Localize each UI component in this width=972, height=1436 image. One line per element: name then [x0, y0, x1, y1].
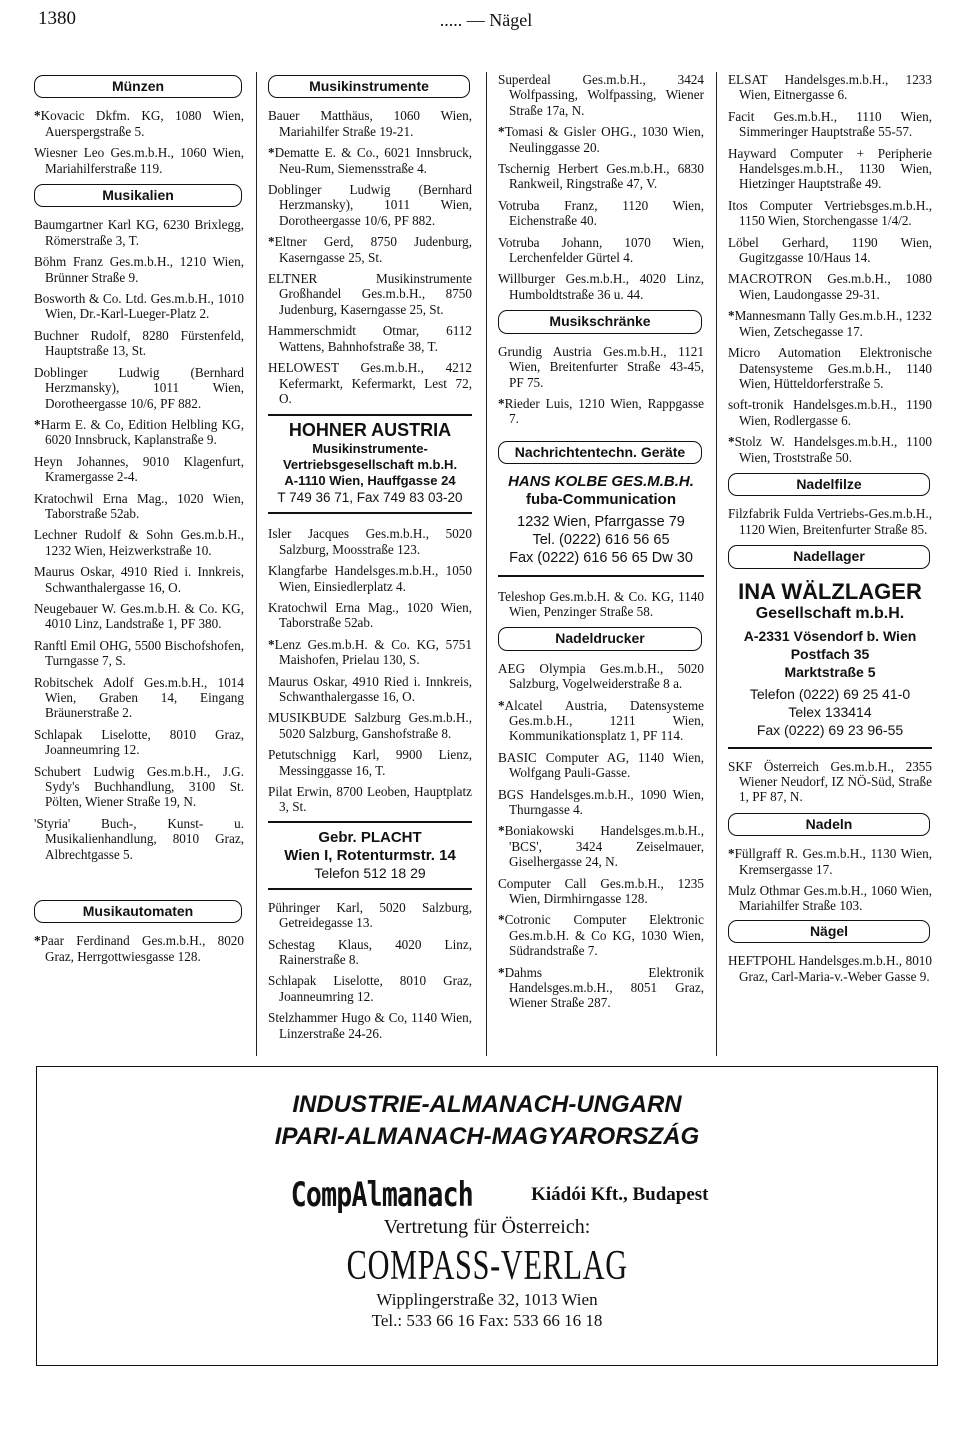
entry-list [498, 344, 704, 427]
entry-text: Petutschnigg Karl, 9900 Lienz, Messinggasse 16, T. [268, 747, 472, 778]
entry-list [728, 506, 932, 537]
entry-text: Dematte E. & Co., 6021 Innsbruck, Neu-Rum, Siemensstraße 4. [274, 145, 472, 176]
entry-text: Bosworth & Co. Ltd. Ges.m.b.H., 1010 Wien, Dr.-Karl-Lueger-Platz 2. [34, 291, 244, 322]
directory-entry [728, 146, 932, 192]
directory-entry [498, 271, 704, 302]
directory-entry [498, 912, 704, 958]
entry-text: Schubert Ludwig Ges.m.b.H., J.G. Sydy's Buchhandlung, 3100 St. Pölten, Wiener Straße 19, N. [34, 763, 244, 810]
entry-text: Eltner Gerd, 8750 Judenburg, Kaserngasse 25, St. [274, 234, 472, 265]
entry-list [728, 953, 932, 984]
entry-text: Schlapak Liselotte, 8010 Graz, Joanneumring 12. [34, 726, 244, 758]
entry-text: Doblinger Ludwig (Bernhard Herzmansky), 1011 Wien, Dorotheergasse 10/6, PF 882. [268, 182, 472, 228]
entry-text: ELTNER Musikinstrumente Großhandel Ges.m.b.H., 8750 Judenburg, Kaserngasse 25, St. [268, 271, 472, 317]
directory-entry [34, 727, 244, 758]
placht-advert [268, 821, 472, 890]
advert-logo-row [37, 1175, 937, 1215]
entry-text: AEG Olympia Ges.m.b.H., 5020 Salzburg, Vogelweiderstraße 8 a. [498, 660, 704, 692]
entry-text: Facit Ges.m.b.H., 1110 Wien, Simmeringer Hauptstraße 55-57. [728, 108, 932, 140]
directory-entry [728, 198, 932, 229]
directory-entry [268, 674, 472, 705]
directory-entry [34, 328, 244, 359]
entry-text: BASIC Computer AG, 1140 Wien, Wolfgang Pauli-Gasse. [498, 749, 704, 781]
entry-text: Computer Call Ges.m.b.H., 1235 Wien, Dirmhirngasse 128. [498, 875, 704, 907]
entry-text: ELSAT Handelsges.m.b.H., 1233 Wien, Eitnergasse 6. [728, 72, 932, 103]
ad-line: Gesellschaft m.b.H. [755, 604, 905, 622]
directory-entry [728, 397, 932, 428]
directory-entry [728, 235, 932, 266]
ad-company-name: INA WÄLZLAGER [738, 578, 922, 604]
entry-text: soft-tronik Handelsges.m.b.H., 1190 Wien, Rodlergasse 6. [728, 397, 932, 428]
directory-entry [268, 600, 472, 631]
entry-text: Wiesner Leo Ges.m.b.H., 1060 Wien, Mariahilferstraße 119. [34, 145, 244, 176]
compass-verlag-logo: COMPASS-VERLAG [346, 1243, 628, 1289]
directory-entry [498, 787, 704, 818]
entry-text: Micro Automation Elektronische Datensysteme Ges.m.b.H., 1140 Wien, Hütteldorferstraße 5. [728, 345, 932, 391]
advert-heading-1: INDUSTRIE-ALMANACH-UNGARN [292, 1091, 682, 1118]
entry-list [34, 933, 244, 964]
entry-marker: * [268, 234, 275, 250]
directory-entry [728, 345, 932, 391]
entry-list [34, 108, 244, 176]
ad-company-name: HOHNER AUSTRIA [288, 420, 452, 441]
entry-text: Dahms Elektronik Handelsges.m.b.H., 8051 Graz, Wiener Straße 287. [504, 964, 704, 1011]
ad-fax: Fax (0222) 69 23 96-55 [756, 721, 904, 738]
entry-text: Itos Computer Vertriebsges.m.b.H., 1150 Wien, Storchengasse 1/4/2. [728, 197, 932, 229]
entry-list [498, 589, 704, 620]
directory-entry [268, 784, 472, 815]
directory-entry [268, 937, 472, 968]
entry-text: Doblinger Ludwig (Bernhard Herzmansky), 1011 Wien, Dorotheergasse 10/6, PF 882. [34, 364, 244, 411]
entry-text: Grundig Austria Ges.m.b.H., 1121 Wien, Breitenfurter Straße 43-45, PF 75. [498, 343, 704, 390]
entry-list [268, 900, 472, 1041]
directory-entry [34, 365, 244, 411]
directory-entry [268, 526, 472, 557]
directory-entry [34, 217, 244, 248]
section-heading-nadeln: Nadeln [728, 813, 930, 836]
directory-entry [498, 698, 704, 744]
ina-advert [728, 579, 932, 749]
page-header [0, 8, 972, 38]
ad-company-name: Gebr. PLACHT [318, 828, 422, 846]
entry-text: HELOWEST Ges.m.b.H., 4212 Kefermarkt, Kefermarkt, Lest 72, O. [268, 360, 472, 406]
entry-text: MUSIKBUDE Salzburg Ges.m.b.H., 5020 Salzburg, Ganshofstraße 8. [268, 710, 472, 741]
directory-entry [268, 710, 472, 741]
column-4 [728, 72, 932, 990]
entry-text: Alcatel Austria, Datensysteme Ges.m.b.H., 1211 Wien, Kommunikationsplatz 1, PF 114. [504, 697, 704, 744]
section-heading-nachrichtentechn-geraete: Nachrichtentechn. Geräte [498, 441, 702, 464]
section-heading-musikinstrumente: Musikinstrumente [268, 75, 470, 98]
entry-text: Klangfarbe Handelsges.m.b.H., 1050 Wien, Einsiedlerplatz 4. [268, 563, 472, 594]
section-heading-musikautomaten: Musikautomaten [34, 900, 242, 923]
entry-list [268, 526, 472, 815]
ad-line: Musikinstrumente-Vertriebsgesellschaft m.b.H. [282, 441, 458, 473]
directory-entry [498, 344, 704, 390]
running-title: ..... — Nägel [439, 10, 533, 30]
entry-text: Paar Ferdinand Ges.m.b.H., 8020 Graz, Herrgottwiesgasse 128. [40, 933, 244, 964]
directory-entry [498, 235, 704, 266]
entry-text: Teleshop Ges.m.b.H. & Co. KG, 1140 Wien, Penzinger Straße 58. [498, 588, 704, 619]
entry-marker: * [498, 395, 505, 411]
directory-entry [728, 271, 932, 302]
entry-list [498, 72, 704, 302]
entry-list [268, 108, 472, 406]
ad-address: Wien I, Rotenturmstr. 14 [284, 846, 456, 864]
entry-marker: * [34, 108, 41, 124]
directory-entry [34, 254, 244, 285]
directory-entry [728, 883, 932, 914]
ad-address: A-1110 Wien, Hauffgasse 24 [284, 473, 456, 489]
directory-entry [728, 434, 932, 465]
directory-entry [34, 491, 244, 522]
directory-entry [268, 323, 472, 354]
compass-advert [36, 1066, 938, 1366]
ad-line: fuba-Communication [526, 490, 676, 508]
ad-postbox: Postfach 35 [790, 645, 870, 662]
entry-text: Robitschek Adolf Ges.m.b.H., 1014 Wien, Graben 14, Eingang Bräunerstraße 2. [34, 674, 244, 721]
entry-list [728, 72, 932, 465]
entry-text: MACROTRON Ges.m.b.H., 1080 Wien, Laudongasse 29-31. [728, 271, 932, 302]
ad-telex: Telex 133414 [788, 703, 872, 720]
entry-text: Pühringer Karl, 5020 Salzburg, Getreidegasse 13. [268, 899, 472, 931]
entry-marker: * [498, 964, 505, 980]
directory-entry [498, 661, 704, 692]
entry-marker: * [498, 912, 505, 928]
entry-text: Tschernig Herbert Ges.m.b.H., 6830 Rankweil, Ringstraße 47, V. [498, 161, 704, 192]
directory-entry [34, 417, 244, 448]
entry-text: 'Styria' Buch-, Kunst- u. Musikalienhandlung, 8010 Graz, Albrechtgasse 5. [34, 815, 244, 862]
directory-entry [498, 198, 704, 229]
directory-entry [34, 601, 244, 632]
entry-marker: * [728, 846, 735, 862]
column-1 [34, 72, 244, 970]
section-heading-musikalien: Musikalien [34, 184, 242, 207]
ad-address: A-2331 Vösendorf b. Wien [743, 627, 917, 644]
entry-marker: * [498, 697, 505, 713]
section-heading-musikschraenke: Musikschränke [498, 310, 702, 333]
ad-phone: Tel. (0222) 616 56 65 [532, 531, 670, 548]
directory-entry [268, 108, 472, 139]
directory-entry [498, 589, 704, 620]
directory-entry [34, 527, 244, 558]
entry-text: Hayward Computer + Peripherie Handelsges.m.b.H., 1130 Wien, Hietzinger Hauptstraße 49. [728, 145, 932, 192]
entry-text: Pilat Erwin, 8700 Leoben, Hauptplatz 3, St. [268, 784, 472, 815]
directory-entry [34, 638, 244, 669]
column-divider [716, 72, 717, 1056]
directory-entry [728, 308, 932, 339]
entry-marker: * [498, 823, 505, 839]
entry-text: Kratochwil Erna Mag., 1020 Wien, Taborstraße 52ab. [34, 490, 244, 521]
entry-text: Stolz W. Handelsges.m.b.H., 1100 Wien, Troststraße 50. [734, 434, 932, 465]
directory-entry [268, 637, 472, 668]
entry-list [34, 217, 244, 862]
directory-entry [268, 271, 472, 317]
entry-marker: * [728, 308, 735, 324]
entry-text: Bauer Matthäus, 1060 Wien, Mariahilfer Straße 19-21. [268, 108, 472, 139]
directory-entry [268, 145, 472, 176]
column-divider [486, 72, 487, 1056]
directory-entry [268, 1010, 472, 1041]
entry-text: Mulz Othmar Ges.m.b.H., 1060 Wien, Mariahilfer Straße 103. [728, 883, 932, 914]
entry-text: Buchner Rudolf, 8280 Fürstenfeld, Hauptstraße 13, St. [34, 327, 244, 359]
entry-text: Isler Jacques Ges.m.b.H., 5020 Salzburg, Moosstraße 123. [268, 526, 472, 557]
directory-entry [728, 72, 932, 103]
directory-entry [498, 161, 704, 192]
ad-phone: T 749 36 71, Fax 749 83 03-20 [277, 490, 463, 506]
directory-entry [728, 846, 932, 877]
entry-marker: * [268, 636, 275, 652]
directory-entry [268, 747, 472, 778]
entry-text: Stelzhammer Hugo & Co, 1140 Wien, Linzerstraße 24-26. [268, 1010, 472, 1041]
kolbe-advert [498, 474, 704, 576]
entry-text: Willburger Ges.m.b.H., 4020 Linz, Humboldtstraße 36 u. 44. [498, 271, 704, 302]
directory-entry [498, 965, 704, 1011]
entry-text: Baumgartner Karl KG, 6230 Brixlegg, Römerstraße 3, T. [34, 217, 244, 248]
ad-fax: Fax (0222) 616 56 65 Dw 30 [509, 549, 693, 566]
entry-text: Hammerschmidt Otmar, 6112 Wattens, Bahnhofstraße 38, T. [268, 323, 472, 354]
section-heading-naegel: Nägel [728, 920, 930, 943]
entry-text: Löbel Gerhard, 1190 Wien, Gugitzgasse 10/Haus 14. [728, 234, 932, 266]
entry-text: Mannesmann Tally Ges.m.b.H., 1232 Wien, Zetschegasse 17. [734, 308, 932, 339]
entry-text: Boniakowski Handelsges.m.b.H., 'BCS', 3424 Zeiselmauer, Giselhergasse 24, N. [504, 823, 704, 870]
advert-address: Wipplingerstraße 32, 1013 Wien [376, 1290, 598, 1309]
entry-text: Böhm Franz Ges.m.b.H., 1210 Wien, Brünner Straße 9. [34, 254, 244, 285]
entry-text: Votruba Johann, 1070 Wien, Lerchenfelder Gürtel 4. [498, 234, 704, 266]
section-heading-muenzen: Münzen [34, 75, 242, 98]
column-divider [256, 72, 257, 1056]
entry-text: HEFTPOHL Handelsges.m.b.H., 8010 Graz, Carl-Maria-v.-Weber Gasse 9. [728, 953, 932, 984]
section-heading-nadellager: Nadellager [728, 545, 930, 568]
representation-label: Vertretung für Österreich: [383, 1216, 591, 1238]
directory-entry [498, 823, 704, 869]
directory-entry [268, 234, 472, 265]
directory-entry [498, 72, 704, 118]
directory-entry [728, 109, 932, 140]
directory-entry [728, 506, 932, 537]
directory-entry [498, 124, 704, 155]
entry-text: Schestag Klaus, 4020 Linz, Rainerstraße 8. [268, 936, 472, 968]
directory-entry [728, 759, 932, 805]
directory-entry [34, 564, 244, 595]
entry-marker: * [728, 434, 735, 450]
entry-marker: * [34, 933, 41, 949]
directory-entry [268, 563, 472, 594]
directory-entry [34, 454, 244, 485]
ad-address: 1232 Wien, Pfarrgasse 79 [517, 513, 685, 530]
directory-entry [268, 900, 472, 931]
section-heading-nadeldrucker: Nadeldrucker [498, 627, 702, 650]
entry-text: Maurus Oskar, 4910 Ried i. Innkreis, Schwanthalergasse 16, O. [34, 564, 244, 595]
entry-text: Votruba Franz, 1120 Wien, Eichenstraße 40. [498, 197, 704, 229]
column-3 [498, 72, 704, 1017]
directory-entry [34, 933, 244, 964]
ad-company-name: HANS KOLBE GES.M.B.H. [508, 473, 694, 491]
entry-marker: * [34, 416, 41, 432]
entry-text: SKF Österreich Ges.m.b.H., 2355 Wiener Neudorf, IZ NÖ-Süd, Straße 1, PF 87, N. [728, 758, 932, 805]
directory-entry [728, 953, 932, 984]
entry-text: Füllgraff R. Ges.m.b.H., 1130 Wien, Kremsergasse 17. [734, 846, 932, 877]
entry-text: Harm E. & Co, Edition Helbling KG, 6020 Innsbruck, Kaplanstraße 9. [40, 416, 244, 448]
entry-list [498, 661, 704, 1011]
entry-text: Tomasi & Gisler OHG., 1030 Wien, Neulinggasse 20. [504, 124, 704, 155]
ad-phone: Telefon 512 18 29 [314, 864, 426, 881]
entry-text: BGS Handelsges.m.b.H., 1090 Wien, Thurngasse 4. [498, 786, 704, 817]
page-number: 1380 [38, 8, 76, 29]
entry-text: Lechner Rudolf & Sohn Ges.m.b.H., 1232 Wien, Heizwerkstraße 10. [34, 527, 244, 558]
directory-entry [34, 108, 244, 139]
directory-entry [34, 675, 244, 721]
entry-text: Superdeal Ges.m.b.H., 3424 Wolfpassing, Wolfpassing, Wiener Straße 17a, N. [498, 72, 704, 118]
entry-marker: * [268, 145, 275, 161]
directory-entry [34, 816, 244, 862]
advert-phone: Tel.: 533 66 16 Fax: 533 66 16 18 [371, 1311, 603, 1330]
entry-text: Rieder Luis, 1210 Wien, Rappgasse 7. [504, 395, 704, 427]
entry-text: Neugebauer W. Ges.m.b.H. & Co. KG, 4010 Linz, Landstraße 1, PF 380. [34, 600, 244, 632]
entry-text: Filzfabrik Fulda Vertriebs-Ges.m.b.H., 1120 Wien, Breitenfurter Straße 85. [728, 506, 932, 537]
entry-text: Kovacic Dkfm. KG, 1080 Wien, Auerspergstraße 5. [40, 108, 244, 139]
directory-entry [34, 145, 244, 176]
entry-text: Kratochwil Erna Mag., 1020 Wien, Taborstraße 52ab. [268, 599, 472, 631]
compalmanach-logo: CompAlmanach [291, 1175, 474, 1215]
entry-text: Lenz Ges.m.b.H. & Co. KG, 5751 Maishofen, Prielau 130, S. [274, 636, 472, 668]
directory-entry [268, 973, 472, 1004]
entry-text: Schlapak Liselotte, 8010 Graz, Joanneumring 12. [268, 973, 472, 1004]
ad-street: Marktstraße 5 [784, 663, 876, 680]
entry-text: Heyn Johannes, 9010 Klagenfurt, Kramergasse 2-4. [34, 453, 244, 485]
directory-entry [34, 291, 244, 322]
ad-phone: Telefon (0222) 69 25 41-0 [749, 685, 911, 702]
directory-entry [498, 876, 704, 907]
entry-marker: * [498, 124, 505, 140]
directory-entry [498, 396, 704, 427]
entry-list [728, 846, 932, 914]
column-2 [268, 72, 472, 1047]
directory-entry [268, 360, 472, 406]
entry-text: Maurus Oskar, 4910 Ried i. Innkreis, Schwanthalergasse 16, O. [268, 673, 472, 704]
entry-text: Ranftl Emil OHG, 5500 Bischofshofen, Turngasse 7, S. [34, 637, 244, 669]
publisher-name: Kiádói Kft., Budapest [531, 1184, 709, 1205]
entry-text: Cotronic Computer Elektronic Ges.m.b.H. & Co KG, 1030 Wien, Südrandstraße 7. [504, 912, 704, 959]
hohner-advert [268, 414, 472, 514]
directory-entry [268, 182, 472, 228]
section-heading-nadelfilze: Nadelfilze [728, 473, 930, 496]
advert-heading-2: IPARI-ALMANACH-MAGYARORSZÁG [274, 1123, 700, 1150]
entry-list [728, 759, 932, 805]
directory-entry [498, 750, 704, 781]
directory-entry [34, 764, 244, 810]
